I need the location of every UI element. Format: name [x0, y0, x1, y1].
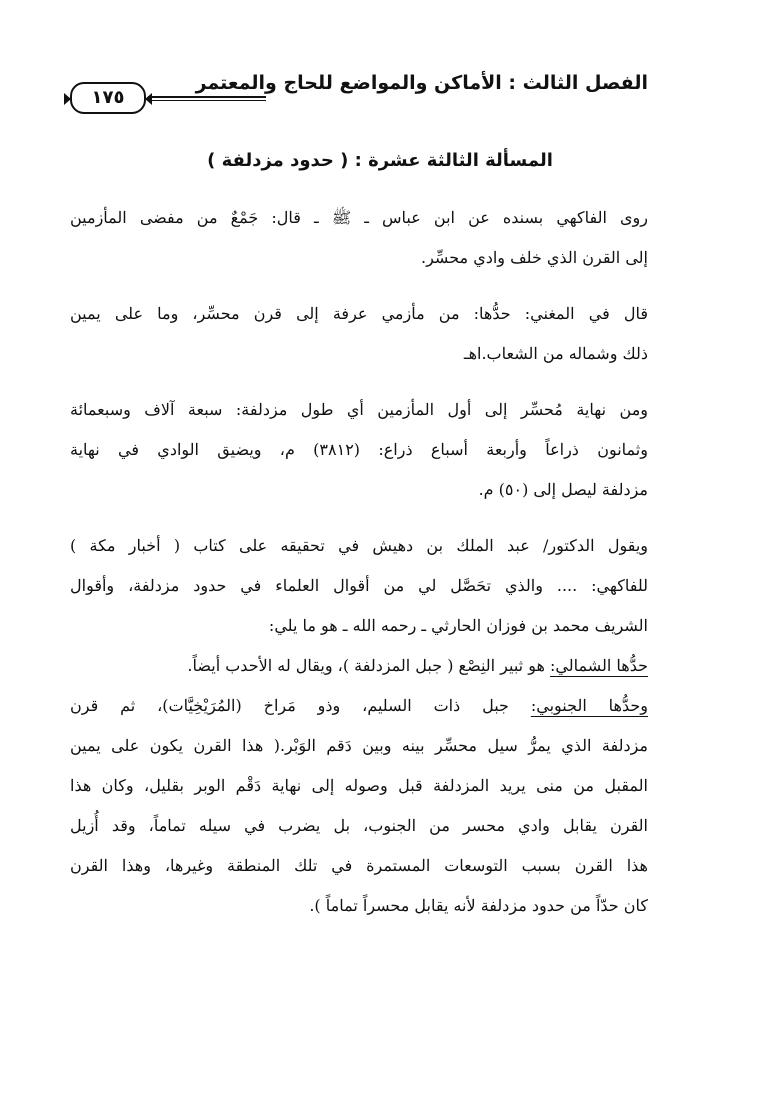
text-line: للفاكهي: .... والذي تحَصَّل لي من أقوال العلماء في حدود مزدلفة، وأقوال	[70, 576, 648, 595]
paragraph-3	[70, 390, 648, 510]
body-text	[70, 198, 648, 926]
text-line: هذا القرن بسبب التوسعات المستمرة في تلك المنطقة وغيرها، وهذا القرن	[70, 856, 648, 875]
north-boundary-label: حدُّها الشمالي:	[549, 656, 648, 675]
text-line: روى الفاكهي بسنده عن ابن عباس ـ ﷺ ـ قال: جَمْعٌ من مفضى المأزمين	[70, 208, 648, 227]
paragraph-2	[70, 294, 648, 374]
text-line: ذلك وشماله من الشعاب.اهـ	[463, 344, 648, 363]
paragraph-4	[70, 526, 648, 646]
south-boundary-text: جبل ذات السليم، وذو مَراخ (المُرَيْخِيَّات)، ثم قرن	[70, 696, 531, 715]
text-line: الشريف محمد بن فوزان الحارثي ـ رحمه الله ـ هو ما يلي:	[268, 616, 648, 635]
chapter-title: الفصل الثالث : الأماكن والمواضع للحاج والمعتمر	[195, 72, 648, 94]
north-boundary-text: هو ثبير النِصْع ( جبل المزدلفة )، ويقال له الأحدب أيضاً.	[187, 656, 550, 675]
text-line: ومن نهاية مُحسِّر إلى أول المأزمين أي طول مزدلفة: سبعة آلاف وسبعمائة	[70, 400, 648, 419]
page-number: ١٧٥	[70, 82, 146, 114]
header-rule-thin	[148, 100, 266, 101]
text-line: المقبل من منى يريد المزدلفة قبل وصوله إلى نهاية دَقْم الوبر بقليل، وكان هذا	[70, 776, 648, 795]
paragraph-1	[70, 198, 648, 278]
text-line: مزدلفة ليصل إلى (٥٠) م.	[478, 480, 648, 499]
text-line: ويقول الدكتور/ عبد الملك بن دهيش في تحقيقه على كتاب ( أخبار مكة )	[70, 536, 648, 555]
text-line: كان حدّاً من حدود مزدلفة لأنه يقابل محسراً تماماً ).	[309, 896, 648, 915]
section-title: المسألة الثالثة عشرة : ( حدود مزدلفة )	[207, 150, 553, 171]
text-line: القرن يقابل وادي محسر من الجنوب، بل يضرب في سيله تماماً، وقد أُزيل	[70, 816, 648, 835]
text-line: إلى القرن الذي خلف وادي محسِّر.	[421, 248, 648, 267]
text-line: مزدلفة الذي يمرُّ سيل محسِّر بينه وبين دَقم الوَبْر.( هذا القرن يكون على يمين	[70, 736, 648, 755]
header-rule	[148, 96, 266, 98]
north-boundary-line	[70, 646, 648, 686]
text-line: وثمانون ذراعاً وأربعة أسباع ذراع: (٣٨١٢) م، ويضيق الوادي في نهاية	[70, 440, 648, 459]
running-header	[70, 68, 648, 112]
text-line: قال في المغني: حدُّها: من مأزمي عرفة إلى قرن محسِّر، وما على يمين	[70, 304, 648, 323]
south-boundary-line	[70, 686, 648, 726]
paragraph-5	[70, 646, 648, 926]
south-boundary-label: وحدُّها الجنوبي:	[530, 696, 648, 715]
